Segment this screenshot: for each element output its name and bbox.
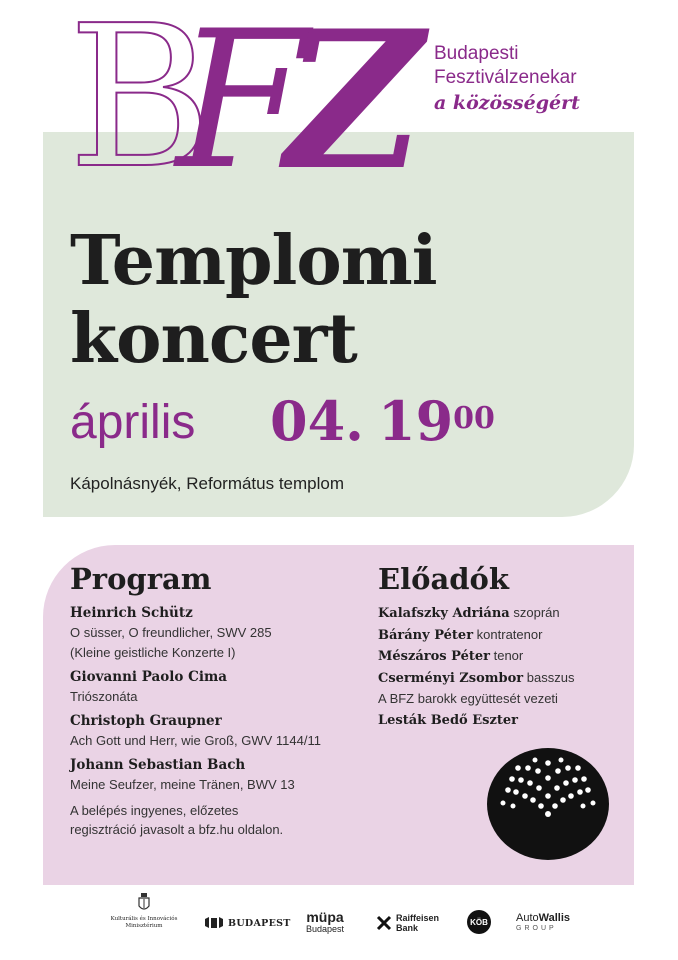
autowallis-wallis: Wallis xyxy=(538,912,571,924)
performer-name: Cserményi Zsombor xyxy=(378,670,524,686)
sponsor-budapest xyxy=(204,916,291,930)
sponsor-kob xyxy=(467,910,491,934)
performer-role: szoprán xyxy=(513,605,560,620)
work-title: O süsser, O freundlicher, SWV 285 xyxy=(70,625,272,640)
work-title: Ach Gott und Herr, wie Groß, GWV 1144/11 xyxy=(70,733,321,748)
program-item xyxy=(70,755,370,795)
performer-row xyxy=(378,625,628,647)
sponsor-autowallis xyxy=(516,912,570,933)
performers-list xyxy=(378,603,628,731)
mupa-city: Budapest xyxy=(306,924,345,934)
performers-heading: Előadók xyxy=(378,562,509,596)
performer-role: kontratenor xyxy=(476,626,543,642)
org-name-line1: Budapesti xyxy=(434,43,519,64)
sponsor-raiffeisen xyxy=(376,913,439,933)
composer-name: Johann Sebastian Bach xyxy=(70,757,246,773)
program-heading: Program xyxy=(70,562,212,596)
budapest-crest-icon xyxy=(204,916,224,930)
sponsor-mupa xyxy=(306,910,344,935)
mupa-label: müpa xyxy=(306,909,344,925)
event-month: április xyxy=(70,396,196,449)
event-minute: 00 xyxy=(453,401,495,436)
performer-name: Kalafszky Adriána xyxy=(378,606,510,621)
program-list xyxy=(70,603,370,799)
performer-name: Bárány Péter xyxy=(378,627,474,643)
ensemble-emblem-icon xyxy=(487,748,609,860)
leader-name: Lesták Bedő Eszter xyxy=(378,712,518,728)
composer-name: Giovanni Paolo Cima xyxy=(70,669,227,685)
leader-row xyxy=(378,710,628,732)
event-time xyxy=(378,389,495,453)
program-item xyxy=(70,711,370,751)
leader-text: A BFZ barokk együttesét vezeti xyxy=(378,691,558,706)
performer-row xyxy=(378,646,628,668)
composer-name: Heinrich Schütz xyxy=(70,605,193,621)
registration-note-line2: regisztráció javasolt a bfz.hu oldalon. xyxy=(70,822,284,837)
coat-of-arms-icon xyxy=(136,892,152,914)
logo-letter-z: Z xyxy=(285,0,424,212)
raiffeisen-gable-icon xyxy=(376,915,392,931)
event-title-line2: koncert xyxy=(70,299,357,379)
org-tagline: a közösségért xyxy=(434,92,580,114)
performer-name: Mészáros Péter xyxy=(378,649,490,664)
performer-row xyxy=(378,668,628,690)
event-venue: Kápolnásnyék, Református templom xyxy=(70,474,345,493)
sponsor-ministry xyxy=(104,892,184,930)
registration-note-line1: A belépés ingyenes, előzetes xyxy=(70,803,239,818)
event-title xyxy=(70,222,437,378)
logo-letter-b: B xyxy=(68,0,209,212)
program-item xyxy=(70,603,370,663)
work-title: (Kleine geistliche Konzerte I) xyxy=(70,645,236,660)
performer-role: tenor xyxy=(493,648,524,663)
event-day: 04. xyxy=(270,389,364,453)
event-title-line1: Templomi xyxy=(70,221,437,301)
performer-row xyxy=(378,603,628,625)
autowallis-auto: Auto xyxy=(516,912,539,924)
ministry-line2: Minisztérium xyxy=(125,923,163,929)
program-item xyxy=(70,667,370,707)
work-title: Meine Seufzer, meine Tränen, BWV 13 xyxy=(70,777,295,792)
composer-name: Christoph Graupner xyxy=(70,713,222,729)
logo-letter-f: F xyxy=(176,0,308,211)
org-name-line2: Fesztiválzenekar xyxy=(434,67,577,88)
registration-note xyxy=(70,801,283,839)
performer-role: basszus xyxy=(526,669,575,685)
sponsor-bar xyxy=(0,888,678,948)
autowallis-group: GROUP xyxy=(516,925,557,932)
raiffeisen-line1: Raiffeisen xyxy=(396,913,440,923)
event-hour: 19 xyxy=(378,389,454,453)
raiffeisen-line2: Bank xyxy=(396,923,419,933)
ministry-line1: Kulturális és Innovációs xyxy=(110,916,178,922)
work-title: Triószonáta xyxy=(70,689,138,704)
kob-logo: KÖB xyxy=(467,910,491,934)
budapest-label: BUDAPEST xyxy=(228,917,291,929)
